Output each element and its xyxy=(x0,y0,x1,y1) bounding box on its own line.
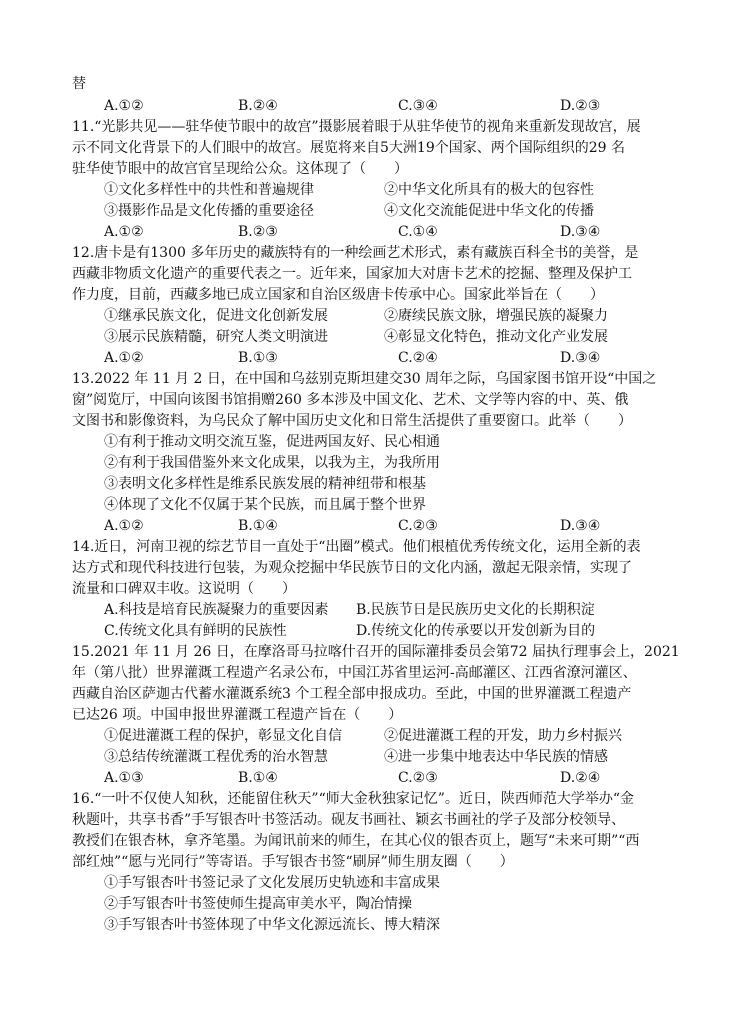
q12-stem-line: 西藏非物质文化遗产的重要代表之一。近年来，国家加大对唐卡艺术的挖掘、整理及保护工 xyxy=(72,266,632,282)
q13-option-c: C.②③ xyxy=(398,518,438,534)
q15-option-b: B.①④ xyxy=(238,770,278,786)
q14-option-c: C.传统文化具有鲜明的民族性 xyxy=(104,623,287,639)
q15-statement-4: ④进一步集中地表达中华民族的情感 xyxy=(384,749,608,765)
q15-statement-1: ①促进灌溉工程的保护，彰显文化自信 xyxy=(104,728,342,744)
q16-statement-2: ②手写银杏叶书签使师生提高审美水平，陶冶情操 xyxy=(104,896,412,912)
q13-option-b: B.①④ xyxy=(238,518,278,534)
q16-stem-line: 部红烛”“愿与光同行”等寄语。手写银杏书签“刷屏”师生朋友圈（ ） xyxy=(72,854,514,870)
q14-option-a: A.科技是培育民族凝聚力的重要因素 xyxy=(104,602,329,618)
q12-statement-1: ①继承民族文化，促进文化创新发展 xyxy=(104,308,328,324)
q10-option-d: D.②③ xyxy=(560,98,601,114)
q12-stem-line: 作力度，目前，西藏多地已成立国家和自治区级唐卡传承中心。国家此举旨在（ ） xyxy=(72,287,604,303)
q11-stem-line: 11.“光影共见——驻华使节眼中的故宫”摄影展着眼于从驻华使节的视角来重新发现故宫，展 xyxy=(72,119,641,135)
q13-statement-4: ④体现了文化不仅属于某个民族，而且属于整个世界 xyxy=(104,497,426,513)
q11-statement-2: ②中华文化所具有的极大的包容性 xyxy=(384,182,594,198)
q10-option-a: A.①② xyxy=(104,98,144,114)
q16-stem-line: 秋题叶，共享书香”手写银杏叶书签活动。砚友书画社、颖玄书画社的学子及部分校领导、 xyxy=(72,812,626,828)
q11-option-a: A.①② xyxy=(104,224,144,240)
q13-statement-2: ②有利于我国借鉴外来文化成果，以我为主，为我所用 xyxy=(104,455,440,471)
q10-option-b: B.②④ xyxy=(238,98,278,114)
q11-option-b: B.②③ xyxy=(238,224,278,240)
q11-stem-line: 示不同文化背景下的人们眼中的故宫。展览将来自5大洲19个国家、两个国际组织的29 名 xyxy=(72,140,625,156)
q10-option-c: C.③④ xyxy=(398,98,438,114)
q13-stem-line: 窗”阅览厅，中国向该图书馆捐赠260 多本涉及中国文化、艺术、文学等内容的中、英、俄 xyxy=(72,392,629,408)
q11-option-c: C.①④ xyxy=(398,224,438,240)
q11-statement-1: ①文化多样性中的共性和普遍规律 xyxy=(104,182,314,198)
q15-statement-2: ②促进灌溉工程的开发，助力乡村振兴 xyxy=(384,728,622,744)
q11-statement-4: ④文化交流能促进中华文化的传播 xyxy=(384,203,594,219)
q14-stem-line: 14.近日，河南卫视的综艺节目一直处于“出圈”模式。他们根植优秀传统文化，运用全新的表 xyxy=(72,539,641,555)
q11-stem-line: 驻华使节眼中的故宫官呈现给公众。这体现了（ ） xyxy=(72,161,408,177)
q12-option-d: D.③④ xyxy=(560,350,601,366)
q12-option-b: B.①③ xyxy=(238,350,278,366)
q12-option-c: C.②④ xyxy=(398,350,438,366)
q15-statement-3: ③总结传统灌溉工程优秀的治水智慧 xyxy=(104,749,328,765)
q15-option-d: D.②④ xyxy=(560,770,601,786)
q14-stem-line: 流量和口碑双丰收。这说明（ ） xyxy=(72,581,296,597)
q13-stem-line: 文图书和影像资料，为乌民众了解中国历史文化和日常生活提供了重要窗口。此举（ ） xyxy=(72,413,632,429)
q15-stem-line: 15.2021 年 11 月 26 日，在摩洛哥马拉喀什召开的国际灌排委员会第72 届执行理事会上，2021 xyxy=(72,644,680,660)
q13-option-a: A.①② xyxy=(104,518,144,534)
q15-option-c: C.②③ xyxy=(398,770,438,786)
q13-statement-1: ①有利于推动文明交流互鉴，促进两国友好、民心相通 xyxy=(104,434,440,450)
q15-stem-line: 已达26 项。中国申报世界灌溉工程遗产旨在（ ） xyxy=(72,707,403,723)
q13-stem-line: 13.2022 年 11 月 2 日，在中国和乌兹别克斯坦建交30 周年之际，乌国家图书馆开设“中国之 xyxy=(72,371,657,387)
q14-option-d: D.传统文化的传承要以开发创新为目的 xyxy=(356,623,596,639)
q16-statement-1: ①手写银杏叶书签记录了文化发展历史轨迹和丰富成果 xyxy=(104,875,440,891)
q12-option-a: A.①② xyxy=(104,350,144,366)
q16-stem-line: 教授们在银杏林，拿齐笔墨。为闻讯前来的师生，在其心仪的银杏页上，题写“未来可期”“西 xyxy=(72,833,640,849)
q11-statement-3: ③摄影作品是文化传播的重要途径 xyxy=(104,203,314,219)
q16-statement-3: ③手写银杏叶书签体现了中华文化源远流长、博大精深 xyxy=(104,917,440,933)
q15-option-a: A.①③ xyxy=(104,770,144,786)
q12-statement-2: ②赓续民族文脉，增强民族的凝聚力 xyxy=(384,308,608,324)
q11-option-d: D.③④ xyxy=(560,224,601,240)
q15-stem-line: 年（第八批）世界灌溉工程遗产名录公布，中国江苏省里运河-高邮灌区、江西省潦河灌区、 xyxy=(72,665,637,681)
q15-stem-line: 西藏自治区萨迦古代蓄水灌溉系统3 个工程全部申报成功。至此，中国的世界灌溉工程遗产 xyxy=(72,686,632,702)
q12-statement-4: ④彰显文化特色，推动文化产业发展 xyxy=(384,329,608,345)
carryover-fragment: 替 xyxy=(72,76,86,92)
q14-stem-line: 达方式和现代科技进行包装，为观众挖掘中华民族节日的文化内涵，激起无限亲情，实现了 xyxy=(72,560,632,576)
q14-option-b: B.民族节日是民族历史文化的长期积淀 xyxy=(356,602,595,618)
q12-stem-line: 12.唐卡是有1300 多年历史的藏族特有的一种绘画艺术形式，素有藏族百科全书的美誉，是 xyxy=(72,245,639,261)
q13-option-d: D.③④ xyxy=(560,518,601,534)
q13-statement-3: ③表明文化多样性是维系民族发展的精神纽带和根基 xyxy=(104,476,426,492)
q12-statement-3: ③展示民族精髓，研究人类文明演进 xyxy=(104,329,328,345)
q16-stem-line: 16.“一叶不仅使人知秋，还能留住秋天”“师大金秋独家记忆”。近日，陕西师范大学举办“金 xyxy=(72,791,635,807)
